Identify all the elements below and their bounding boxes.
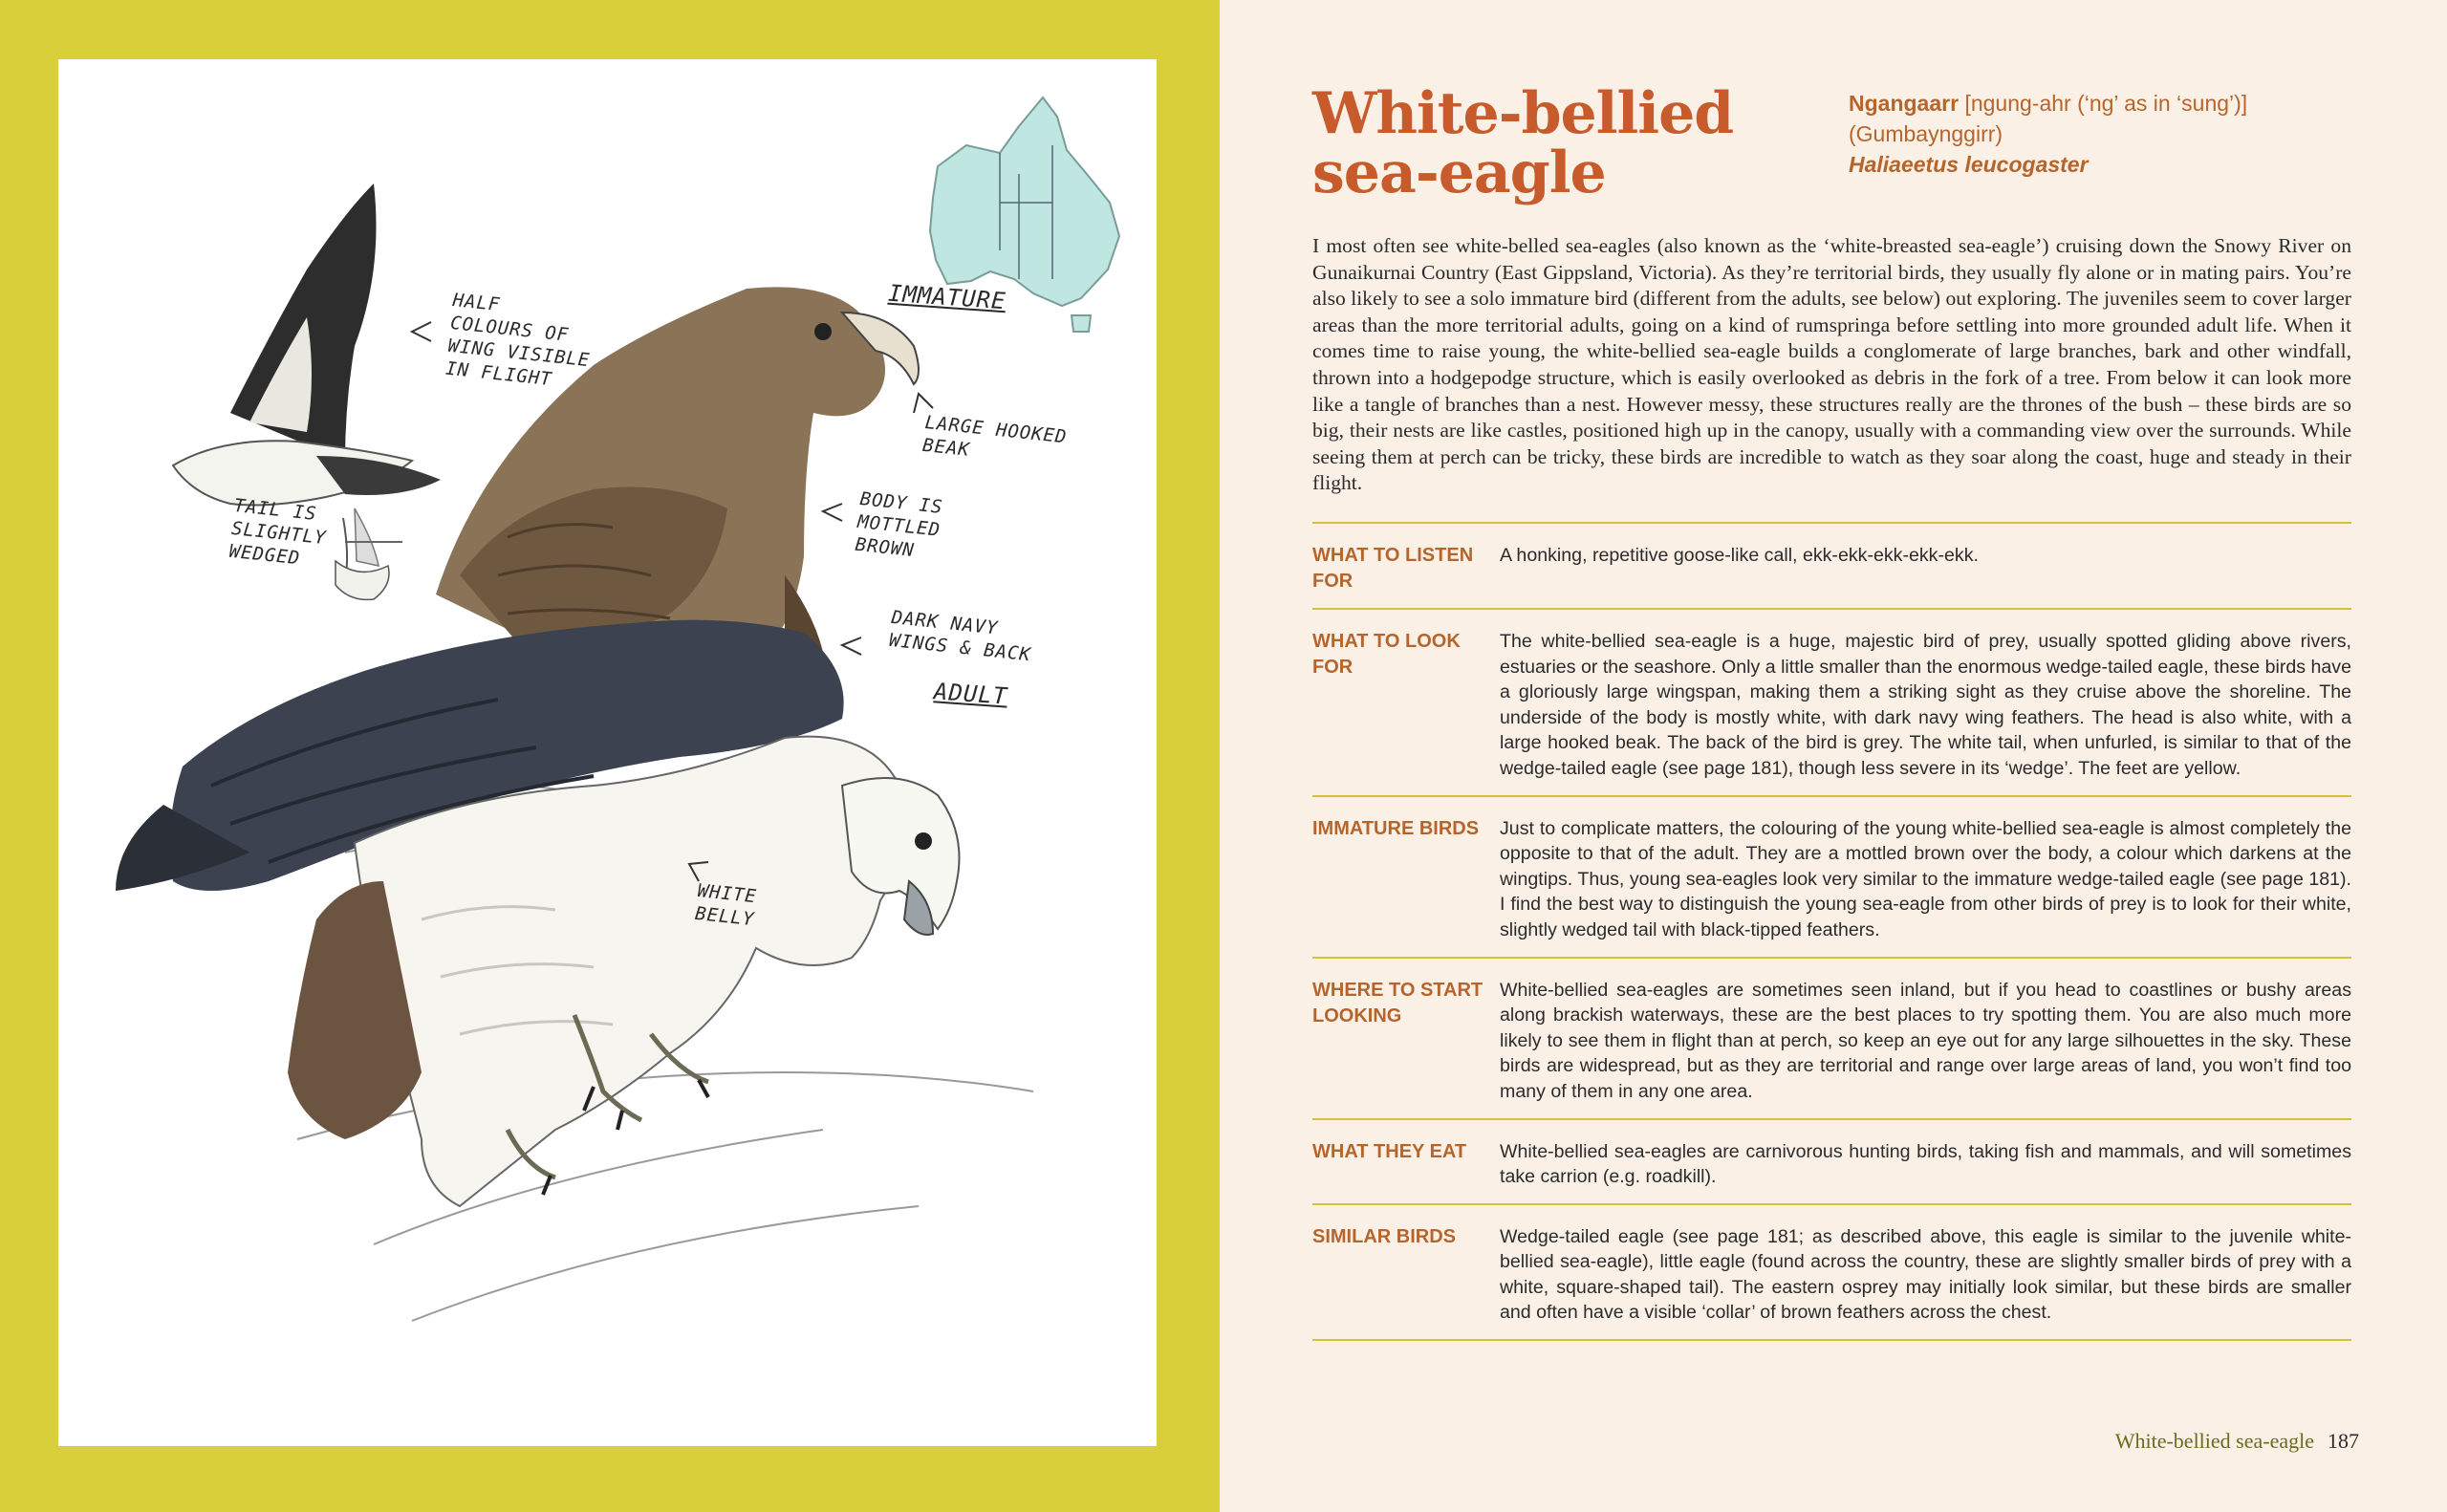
info-text: The white-bellied sea-eagle is a huge, majestic bird of prey, usually spotted gliding above rivers, estuaries or the seashore. Only a little smaller than the enormous wedge-tailed eagle, these birds have a gloriously large wingspan, making them a striking sight as they cruise above the shoreline. The underside of the body is mostly white, with dark navy wing feathers. The head is also white, with a large hooked beak. The back of the bird is grey. The white tail, when unfurled, is similar to that of the wedge-tailed eagle (see page 181), though less severe in its ‘wedge’. The feet are yellow. bbox=[1500, 631, 2351, 779]
species-names bbox=[1849, 88, 2384, 180]
language: (Gumbaynggirr) bbox=[1849, 121, 2003, 146]
left-page bbox=[0, 0, 1220, 1512]
info-row-eat bbox=[1312, 1118, 2351, 1203]
page-title bbox=[1312, 80, 1790, 206]
info-text: White-bellied sea-eagles are carnivorous hunting birds, taking fish and mammals, and will sometimes take carrion (e.g. roadkill). bbox=[1500, 1140, 2351, 1188]
dark-navy-note: DARK NAVY WINGS & BACK bbox=[888, 606, 1032, 666]
white-belly-note: WHITE BELLY bbox=[694, 879, 758, 931]
adult-eagle bbox=[116, 620, 960, 1206]
info-text: Wedge-tailed eagle (see page 181; as described above, this eagle is similar to the juvenile white-bellied sea-eagle), little eagle (found across the country, these are slightly smaller birds of prey with a white, square-shaped tail). The eastern osprey may initially look similar, but these birds are smaller and often have a visible ‘collar’ of brown feathers across the chest. bbox=[1500, 1225, 2351, 1324]
info-text: Just to complicate matters, the colouring of the young white-bellied sea-eagle is almost completely the opposite to that of the adult. They are a mottled brown over the body, a colour which darkens at the wingtips. Thus, young sea-eagles look very similar to the immature wedge-tailed eagle (see page 181). I find the best way to distinguish the young sea-eagle from other birds of prey is to look for their white, slightly wedged tail with black-tipped feathers. bbox=[1500, 817, 2351, 940]
immature-label: IMMATURE bbox=[887, 279, 1007, 315]
info-label: WHAT TO LISTEN FOR bbox=[1312, 545, 1474, 592]
title-line-1: White-bellied bbox=[1312, 80, 1734, 147]
scientific-name: Haliaeetus leucogaster bbox=[1849, 152, 2089, 177]
eagle-illustration bbox=[58, 59, 1157, 1446]
page-footer bbox=[2072, 1429, 2359, 1454]
info-label: WHERE TO START LOOKING bbox=[1312, 979, 1483, 1026]
info-text: A honking, repetitive goose-like call, ekk-ekk-ekk-ekk-ekk. bbox=[1500, 545, 1979, 566]
tail-note: TAIL IS SLIGHTLY WEDGED bbox=[227, 494, 328, 570]
info-row-immature bbox=[1312, 795, 2351, 957]
body-note: BODY IS MOTTLED BROWN bbox=[854, 487, 944, 562]
hooked-beak-note: LARGE HOOKED BEAK bbox=[921, 411, 1069, 461]
info-table bbox=[1312, 522, 2351, 1341]
pronunciation: [ngung-ahr (‘ng’ as in ‘sung’)] bbox=[1964, 91, 2248, 116]
info-label: WHAT TO LOOK FOR bbox=[1312, 631, 1461, 678]
info-label: WHAT THEY EAT bbox=[1312, 1140, 1467, 1162]
info-row-where bbox=[1312, 957, 2351, 1118]
footer-title: White-bellied sea-eagle bbox=[2114, 1429, 2314, 1453]
info-row-listen bbox=[1312, 522, 2351, 608]
right-page bbox=[1220, 0, 2447, 1512]
half-colours-note: HALF COLOURS OF WING VISIBLE IN FLIGHT bbox=[444, 289, 592, 391]
adult-label: ADULT bbox=[933, 678, 1009, 710]
info-label: IMMATURE BIRDS bbox=[1312, 817, 1480, 839]
info-row-look bbox=[1312, 608, 2351, 795]
info-label: SIMILAR BIRDS bbox=[1312, 1225, 1456, 1247]
local-name: Ngangaarr bbox=[1849, 91, 1960, 116]
info-text: White-bellied sea-eagles are sometimes seen inland, but if you head to coastlines or bushy areas along brackish waterways, these are the best places to try spotting them. You are also much more likely to see them in flight than at perch, so keep an eye out for any large silhouettes in the sky. These birds are widespread, but as they are territorial and range over large areas of land, you won’t find too many of them in any one area. bbox=[1500, 979, 2351, 1102]
page-number: 187 bbox=[2328, 1429, 2359, 1453]
illustration-plate bbox=[58, 59, 1157, 1446]
info-row-similar bbox=[1312, 1203, 2351, 1341]
title-line-2: sea-eagle bbox=[1312, 140, 1606, 206]
intro-paragraph: I most often see white-belled sea-eagles (also known as the ‘white-breasted sea-eagle’) cruising down the Snowy River on Gunaikurnai Country (East Gippsland, Victoria). As they’re territorial birds, they usually fly alone or in mating pairs. You’re also likely to see a solo immature bird (different from the adults, see below) out exploring. The juveniles seem to cover larger areas than the more territorial adults, going on a kind of rumspringa before settling into more grounded adult life. When it comes time to raise young, the white-bellied sea-eagle builds a conglomerate of large branches, bark and other windfall, thrown into a hodgepodge structure, which is easily overlooked as debris in the fork of a tree. From below it can look more like a tangle of branches than a nest. However messy, these structures really are the thrones of the bush – these birds are so big, their nests are like castles, positioned high up in the canopy, usually with a commanding view over the surrounds. While seeing them at perch can be tricky, these birds are incredible to watch as they soar along the coast, huge and steady in their flight. bbox=[1312, 234, 2351, 495]
